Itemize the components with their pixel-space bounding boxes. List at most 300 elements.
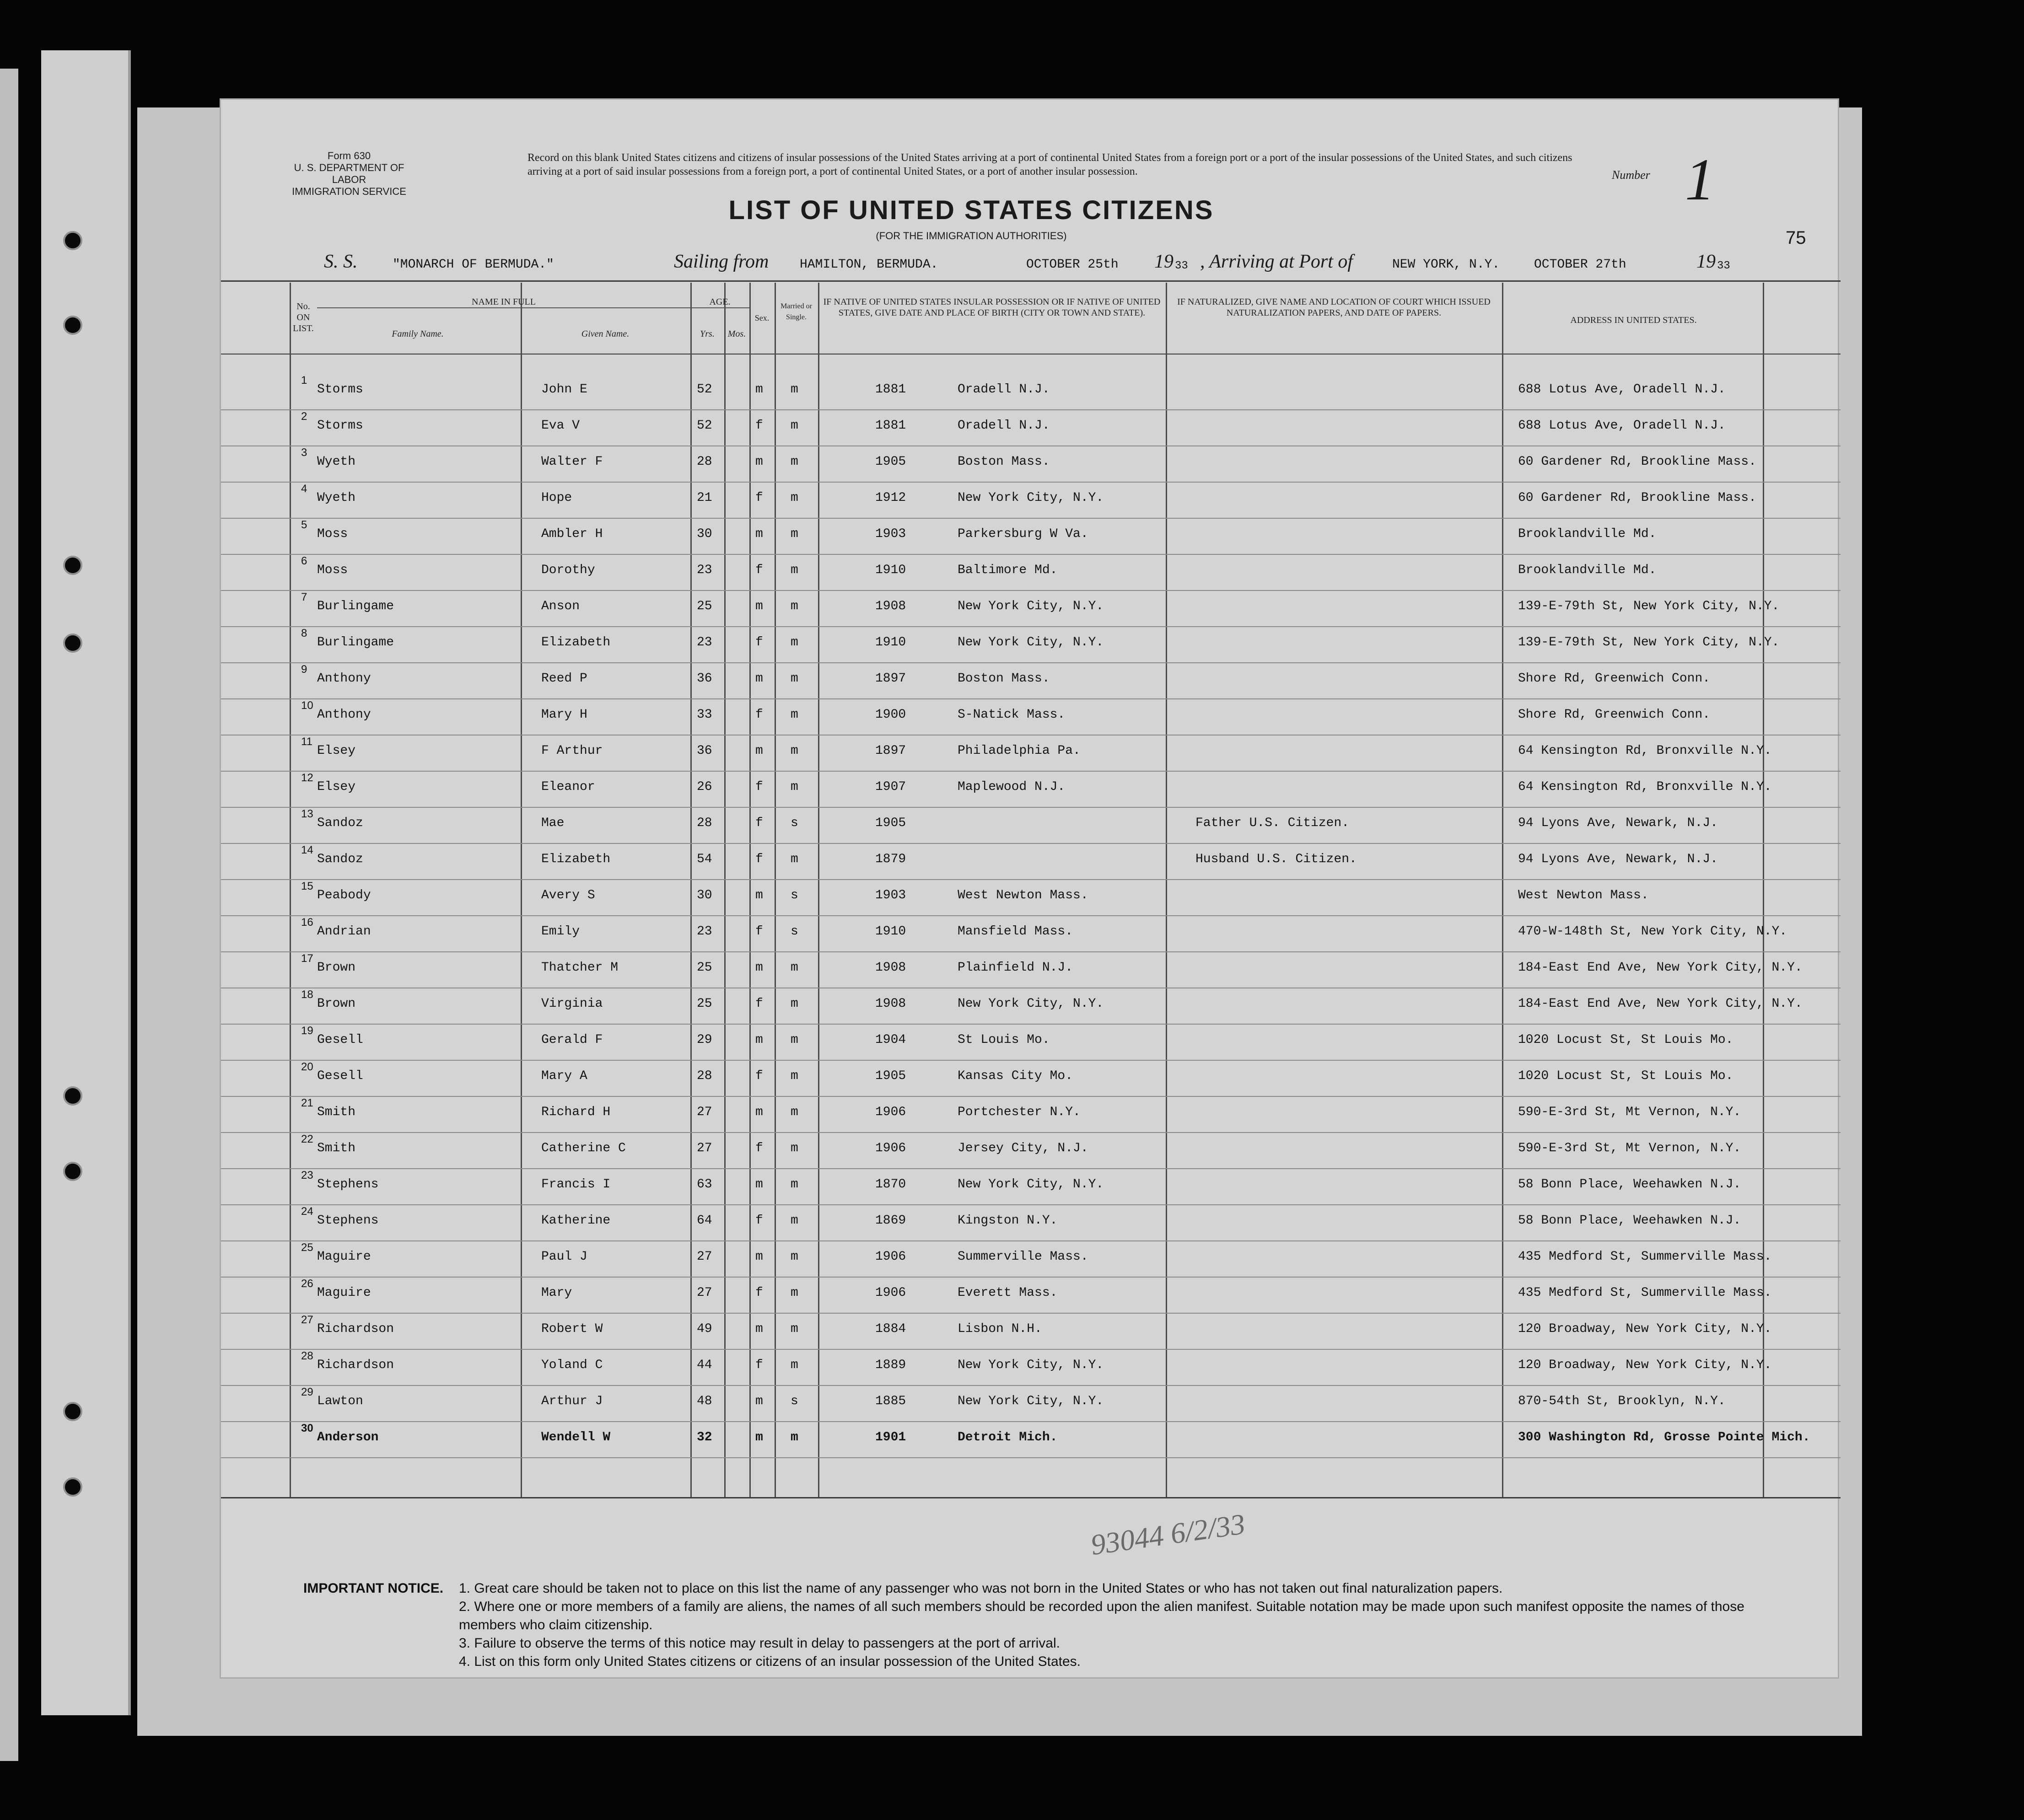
cell-family: Anthony <box>317 671 371 686</box>
cell-yrs: 28 <box>697 816 712 830</box>
header-birth: IF NATIVE OF UNITED STATES INSULAR POSSESSION OR IF NATIVE OF UNITED STATES, GIVE DATE AND PLACE OF BIRTH (CITY OR TOWN AND STATE). <box>823 297 1161 318</box>
cell-yrs: 21 <box>697 491 712 505</box>
record-note: Record on this blank United States citizens and citizens of insular possessions of the United States arriving at a port of continental United States from a foreign port or a port of the insular possessions of the United States, and such citizens arriving at a port of said insular possessions from a foreign port, a port of continental United States, or a port of another insular possession. <box>528 152 1572 177</box>
cell-yrs: 49 <box>697 1322 712 1336</box>
cell-sex: f <box>755 491 763 505</box>
cell-address: 139-E-79th St, New York City, N.Y. <box>1518 599 1780 613</box>
cell-given: Reed P <box>541 671 587 686</box>
cell-yrs: 25 <box>697 961 712 975</box>
binder-hole <box>63 231 82 250</box>
cell-sex: m <box>755 599 763 613</box>
header-name-group: NAME IN FULL <box>317 296 690 308</box>
cell-year: 1908 <box>875 961 906 975</box>
cell-yrs: 63 <box>697 1177 712 1192</box>
cell-year: 1900 <box>875 708 906 722</box>
cell-place: Kingston N.Y. <box>958 1213 1058 1228</box>
cell-place: Oradell N.J. <box>958 419 1050 433</box>
cell-sex: f <box>755 1286 763 1300</box>
cell-ms: m <box>791 671 798 686</box>
table-row <box>221 1025 1841 1061</box>
header-mos: Mos. <box>727 329 746 339</box>
cell-yrs: 30 <box>697 527 712 541</box>
cell-given: Mary H <box>541 708 587 722</box>
table-row <box>221 1169 1841 1205</box>
cell-sex: f <box>755 1141 763 1155</box>
cell-no: 25 <box>301 1241 313 1254</box>
cell-family: Richardson <box>317 1322 394 1336</box>
cell-ms: m <box>791 1430 798 1444</box>
cell-family: Elsey <box>317 744 356 758</box>
cell-ms: m <box>791 635 798 650</box>
cell-given: John E <box>541 382 587 397</box>
cell-no: 26 <box>301 1278 313 1290</box>
cell-family: Burlingame <box>317 599 394 613</box>
binder-hole <box>63 1477 82 1497</box>
cell-family: Moss <box>317 563 348 577</box>
table-row <box>221 446 1841 483</box>
cell-year: 1906 <box>875 1286 906 1300</box>
cell-address: 60 Gardener Rd, Brookline Mass. <box>1518 491 1756 505</box>
arriving-label: , Arriving at Port of <box>1200 251 1353 272</box>
cell-year: 1879 <box>875 852 906 866</box>
cell-sex: m <box>755 455 763 469</box>
cell-given: Robert W <box>541 1322 603 1336</box>
cell-address: 64 Kensington Rd, Bronxville N.Y. <box>1518 780 1772 794</box>
table-row <box>221 1278 1841 1314</box>
cell-family: Anthony <box>317 708 371 722</box>
cell-given: Eleanor <box>541 780 595 794</box>
cell-no: 4 <box>301 483 307 495</box>
cell-address: West Newton Mass. <box>1518 888 1649 902</box>
notice-item: 2. Where one or more members of a family are aliens, the names of all such members should be recorded upon the alien manifest. Suitable notation may be made upon such manifest opposite the names of those members who claim citizenship. <box>459 1599 1744 1632</box>
cell-address: 435 Medford St, Summerville Mass. <box>1518 1286 1772 1300</box>
cell-ms: m <box>791 1069 798 1083</box>
cell-place: Portchester N.Y. <box>958 1105 1081 1119</box>
cell-ms: m <box>791 1141 798 1155</box>
binder-hole <box>63 634 82 653</box>
sailing-year-prefix: 19 <box>1154 251 1173 272</box>
cell-family: Storms <box>317 419 363 433</box>
cell-address: 688 Lotus Ave, Oradell N.J. <box>1518 419 1726 433</box>
cell-place: Summerville Mass. <box>958 1250 1088 1264</box>
cell-year: 1869 <box>875 1213 906 1228</box>
header-no: No. ON LIST. <box>293 301 314 333</box>
cell-no: 12 <box>301 772 313 784</box>
cell-year: 1901 <box>875 1430 906 1444</box>
header-yrs: Yrs. <box>700 329 715 339</box>
cell-sex: f <box>755 1358 763 1372</box>
cell-address: Brooklandville Md. <box>1518 563 1657 577</box>
cell-given: Katherine <box>541 1213 611 1228</box>
sailing-from: HAMILTON, BERMUDA. <box>800 258 938 272</box>
cell-sex: m <box>755 1430 763 1444</box>
form-service: IMMIGRATION SERVICE <box>292 186 406 197</box>
cell-given: Thatcher M <box>541 961 619 975</box>
cell-no: 6 <box>301 555 307 567</box>
cell-place: Philadelphia Pa. <box>958 744 1081 758</box>
cell-sex: m <box>755 671 763 686</box>
table-row <box>221 1097 1841 1133</box>
cell-sex: f <box>755 852 763 866</box>
cell-family: Stephens <box>317 1177 379 1192</box>
cell-year: 1903 <box>875 888 906 902</box>
cell-year: 1906 <box>875 1141 906 1155</box>
table-row <box>221 1314 1841 1350</box>
cell-year: 1889 <box>875 1358 906 1372</box>
table-row <box>221 1350 1841 1386</box>
cell-family: Storms <box>317 382 363 397</box>
cell-yrs: 33 <box>697 708 712 722</box>
cell-given: Elizabeth <box>541 852 611 866</box>
cell-place: New York City, N.Y. <box>958 635 1104 650</box>
cell-year: 1906 <box>875 1105 906 1119</box>
cell-year: 1908 <box>875 599 906 613</box>
cell-no: 27 <box>301 1314 313 1326</box>
cell-family: Burlingame <box>317 635 394 650</box>
cell-given: Virginia <box>541 997 603 1011</box>
cell-year: 1881 <box>875 382 906 397</box>
cell-yrs: 27 <box>697 1286 712 1300</box>
cell-yrs: 23 <box>697 924 712 939</box>
cell-yrs: 27 <box>697 1105 712 1119</box>
cell-ms: s <box>791 924 798 939</box>
cell-given: Walter F <box>541 455 603 469</box>
cell-yrs: 29 <box>697 1033 712 1047</box>
form-number: Form 630 <box>327 150 371 161</box>
cell-year: 1906 <box>875 1250 906 1264</box>
table-row <box>221 772 1841 808</box>
table-row <box>221 663 1841 699</box>
cell-yrs: 25 <box>697 997 712 1011</box>
cell-ms: m <box>791 419 798 433</box>
cell-ms: m <box>791 997 798 1011</box>
cell-address: 184-East End Ave, New York City, N.Y. <box>1518 961 1803 975</box>
manifest-sheet <box>220 98 1839 1679</box>
cell-place: Parkersburg W Va. <box>958 527 1088 541</box>
cell-year: 1903 <box>875 527 906 541</box>
cell-given: F Arthur <box>541 744 603 758</box>
cell-family: Smith <box>317 1141 356 1155</box>
cell-place: New York City, N.Y. <box>958 997 1104 1011</box>
table-row <box>221 988 1841 1025</box>
adjacent-page <box>41 50 131 1715</box>
form-department: U. S. DEPARTMENT OF LABOR <box>294 162 404 185</box>
cell-address: 64 Kensington Rd, Bronxville N.Y. <box>1518 744 1772 758</box>
cell-address: Brooklandville Md. <box>1518 527 1657 541</box>
table-row <box>221 808 1841 844</box>
cell-year: 1885 <box>875 1394 906 1408</box>
table-row <box>221 916 1841 952</box>
table-row <box>221 1386 1841 1422</box>
cell-place: Detroit Mich. <box>958 1430 1058 1444</box>
cell-address: 60 Gardener Rd, Brookline Mass. <box>1518 455 1756 469</box>
cell-place: Boston Mass. <box>958 455 1050 469</box>
cell-no: 30 <box>301 1422 313 1434</box>
binder-hole <box>63 1162 82 1181</box>
cell-ms: m <box>791 744 798 758</box>
cell-address: 688 Lotus Ave, Oradell N.J. <box>1518 382 1726 397</box>
cell-yrs: 23 <box>697 563 712 577</box>
arriving-year: 33 <box>1717 260 1730 272</box>
binder-hole <box>63 316 82 335</box>
cell-address: Shore Rd, Greenwich Conn. <box>1518 708 1711 722</box>
cell-ms: m <box>791 1177 798 1192</box>
sailing-label: Sailing from <box>674 251 769 272</box>
cell-year: 1912 <box>875 491 906 505</box>
cell-no: 14 <box>301 844 313 856</box>
cell-place: St Louis Mo. <box>958 1033 1050 1047</box>
cell-ms: m <box>791 1286 798 1300</box>
cell-nat: Husband U.S. Citizen. <box>1195 852 1357 866</box>
cell-sex: m <box>755 382 763 397</box>
cell-yrs: 32 <box>697 1430 712 1444</box>
cell-family: Richardson <box>317 1358 394 1372</box>
cell-no: 9 <box>301 663 307 676</box>
cell-year: 1881 <box>875 419 906 433</box>
cell-no: 13 <box>301 808 313 820</box>
cell-ms: m <box>791 1213 798 1228</box>
cell-ms: m <box>791 852 798 866</box>
cell-ms: m <box>791 1250 798 1264</box>
cell-given: Mary A <box>541 1069 587 1083</box>
cell-sex: m <box>755 1105 763 1119</box>
cell-address: 184-East End Ave, New York City, N.Y. <box>1518 997 1803 1011</box>
cell-year: 1910 <box>875 924 906 939</box>
cell-yrs: 28 <box>697 455 712 469</box>
cell-year: 1897 <box>875 671 906 686</box>
row-rule <box>221 1457 1841 1458</box>
table-row <box>221 410 1841 446</box>
cell-given: Mae <box>541 816 565 830</box>
cell-place: Mansfield Mass. <box>958 924 1073 939</box>
binder-hole <box>63 1086 82 1106</box>
cell-sex: f <box>755 1069 763 1083</box>
cell-sex: m <box>755 1177 763 1192</box>
cell-family: Peabody <box>317 888 371 902</box>
cell-family: Andrian <box>317 924 371 939</box>
cell-given: Dorothy <box>541 563 595 577</box>
cell-address: 435 Medford St, Summerville Mass. <box>1518 1250 1772 1264</box>
page-number: 75 <box>1786 228 1806 248</box>
cell-no: 17 <box>301 952 313 965</box>
cell-given: Paul J <box>541 1250 587 1264</box>
cell-given: Wendell W <box>541 1430 611 1444</box>
table-row <box>221 880 1841 916</box>
cell-place: S-Natick Mass. <box>958 708 1066 722</box>
cell-place: Everett Mass. <box>958 1286 1058 1300</box>
cell-given: Francis I <box>541 1177 611 1192</box>
table-row <box>221 1241 1841 1278</box>
cell-given: Ambler H <box>541 527 603 541</box>
cell-year: 1908 <box>875 997 906 1011</box>
cell-year: 1884 <box>875 1322 906 1336</box>
cell-no: 24 <box>301 1205 313 1218</box>
cell-sex: f <box>755 419 763 433</box>
table-row <box>221 483 1841 519</box>
cell-ms: s <box>791 1394 798 1408</box>
cell-family: Moss <box>317 527 348 541</box>
cell-ms: m <box>791 961 798 975</box>
cell-no: 8 <box>301 627 307 639</box>
cell-ms: m <box>791 563 798 577</box>
cell-no: 29 <box>301 1386 313 1398</box>
cell-yrs: 26 <box>697 780 712 794</box>
sailing-year: 33 <box>1175 260 1188 272</box>
notice-item: 3. Failure to observe the terms of this notice may result in delay to passengers at the port of arrival. <box>459 1636 1060 1651</box>
cell-yrs: 52 <box>697 419 712 433</box>
cell-family: Brown <box>317 961 356 975</box>
number-value: 1 <box>1685 147 1715 213</box>
cell-address: Shore Rd, Greenwich Conn. <box>1518 671 1711 686</box>
table-row <box>221 1133 1841 1169</box>
header-sex: Sex. <box>754 313 770 322</box>
cell-no: 23 <box>301 1169 313 1181</box>
header-naturalized: IF NATURALIZED, GIVE NAME AND LOCATION OF COURT WHICH ISSUED NATURALIZATION PAPERS, AND DATE OF PAPERS. <box>1177 297 1491 318</box>
cell-address: 58 Bonn Place, Weehawken N.J. <box>1518 1177 1741 1192</box>
cell-year: 1910 <box>875 563 906 577</box>
cell-no: 20 <box>301 1061 313 1073</box>
cell-yrs: 52 <box>697 382 712 397</box>
cell-address: 139-E-79th St, New York City, N.Y. <box>1518 635 1780 650</box>
cell-sex: m <box>755 527 763 541</box>
handwritten-footer: 93044 6/2/33 <box>1088 1507 1247 1562</box>
cell-ms: m <box>791 708 798 722</box>
cell-yrs: 54 <box>697 852 712 866</box>
cell-yrs: 25 <box>697 599 712 613</box>
cell-sex: f <box>755 816 763 830</box>
cell-year: 1870 <box>875 1177 906 1192</box>
ss-label: S. S. <box>324 251 358 272</box>
cell-ms: s <box>791 816 798 830</box>
table-row <box>221 736 1841 772</box>
header-given-name: Given Name. <box>581 329 630 339</box>
cell-year: 1905 <box>875 1069 906 1083</box>
cell-place: Oradell N.J. <box>958 382 1050 397</box>
cell-place: New York City, N.Y. <box>958 491 1104 505</box>
notice-list <box>459 1579 1795 1671</box>
cell-place: New York City, N.Y. <box>958 599 1104 613</box>
cell-no: 15 <box>301 880 313 892</box>
cell-given: Hope <box>541 491 572 505</box>
cell-place: Maplewood N.J. <box>958 780 1066 794</box>
table-row <box>221 374 1841 410</box>
cell-family: Wyeth <box>317 455 356 469</box>
cell-sex: m <box>755 1033 763 1047</box>
cell-family: Sandoz <box>317 852 363 866</box>
table-bottom-rule <box>221 1497 1841 1498</box>
page-subtitle: (FOR THE IMMIGRATION AUTHORITIES) <box>876 230 1067 242</box>
cell-given: Elizabeth <box>541 635 611 650</box>
number-label: Number <box>1612 168 1650 182</box>
cell-no: 19 <box>301 1025 313 1037</box>
cell-address: 120 Broadway, New York City, N.Y. <box>1518 1322 1772 1336</box>
cell-family: Gesell <box>317 1069 363 1083</box>
cell-address: 120 Broadway, New York City, N.Y. <box>1518 1358 1772 1372</box>
cell-place: Lisbon N.H. <box>958 1322 1042 1336</box>
cell-yrs: 27 <box>697 1250 712 1264</box>
cell-year: 1910 <box>875 635 906 650</box>
table-row <box>221 519 1841 555</box>
cell-no: 11 <box>301 736 312 748</box>
cell-ms: m <box>791 455 798 469</box>
cell-yrs: 48 <box>697 1394 712 1408</box>
cell-given: Eva V <box>541 419 580 433</box>
cell-sex: m <box>755 744 763 758</box>
cell-no: 10 <box>301 699 313 712</box>
cell-sex: f <box>755 780 763 794</box>
cell-yrs: 44 <box>697 1358 712 1372</box>
cell-year: 1905 <box>875 455 906 469</box>
cell-family: Elsey <box>317 780 356 794</box>
cell-place: New York City, N.Y. <box>958 1358 1104 1372</box>
table-row <box>221 1422 1841 1458</box>
cell-ms: m <box>791 1105 798 1119</box>
cell-ms: m <box>791 1358 798 1372</box>
cell-family: Wyeth <box>317 491 356 505</box>
cell-given: Yoland C <box>541 1358 603 1372</box>
cell-family: Sandoz <box>317 816 363 830</box>
table-row <box>221 844 1841 880</box>
cell-given: Gerald F <box>541 1033 603 1047</box>
table-top-rule <box>221 280 1841 282</box>
cell-address: 300 Washington Rd, Grosse Pointe Mich. <box>1518 1430 1810 1444</box>
cell-place: New York City, N.Y. <box>958 1177 1104 1192</box>
cell-yrs: 64 <box>697 1213 712 1228</box>
table-row <box>221 555 1841 591</box>
cell-ms: m <box>791 491 798 505</box>
header-family-name: Family Name. <box>392 329 444 339</box>
cell-sex: m <box>755 961 763 975</box>
cell-sex: f <box>755 708 763 722</box>
cell-place: Baltimore Md. <box>958 563 1058 577</box>
cell-yrs: 30 <box>697 888 712 902</box>
notice-label: IMPORTANT NOTICE. <box>303 1581 444 1596</box>
binder-hole <box>63 556 82 575</box>
cell-no: 21 <box>301 1097 313 1109</box>
cell-sex: m <box>755 1250 763 1264</box>
cell-given: Richard H <box>541 1105 611 1119</box>
cell-given: Mary <box>541 1286 572 1300</box>
cell-place: Plainfield N.J. <box>958 961 1073 975</box>
cell-given: Emily <box>541 924 580 939</box>
page-title: LIST OF UNITED STATES CITIZENS <box>728 195 1214 225</box>
cell-ms: m <box>791 527 798 541</box>
cell-year: 1904 <box>875 1033 906 1047</box>
cell-address: 590-E-3rd St, Mt Vernon, N.Y. <box>1518 1105 1741 1119</box>
cell-given: Catherine C <box>541 1141 626 1155</box>
cell-ms: m <box>791 599 798 613</box>
cell-family: Gesell <box>317 1033 363 1047</box>
notice-item: 4. List on this form only United States citizens or citizens of an insular possession of the United States. <box>459 1654 1081 1669</box>
cell-no: 5 <box>301 519 307 531</box>
arriving-port: NEW YORK, N.Y. <box>1392 258 1500 272</box>
cell-no: 1 <box>301 374 307 387</box>
cell-family: Lawton <box>317 1394 363 1408</box>
cell-address: 58 Bonn Place, Weehawken N.J. <box>1518 1213 1741 1228</box>
cell-sex: f <box>755 924 763 939</box>
cell-given: Avery S <box>541 888 595 902</box>
header-married: Married or Single. <box>781 302 812 321</box>
cell-yrs: 36 <box>697 744 712 758</box>
arriving-year-prefix: 19 <box>1696 251 1716 272</box>
cell-year: 1907 <box>875 780 906 794</box>
cell-sex: f <box>755 563 763 577</box>
cell-place: Kansas City Mo. <box>958 1069 1073 1083</box>
cell-no: 18 <box>301 988 313 1001</box>
cell-address: 590-E-3rd St, Mt Vernon, N.Y. <box>1518 1141 1741 1155</box>
table-row <box>221 1061 1841 1097</box>
cell-family: Stephens <box>317 1213 379 1228</box>
